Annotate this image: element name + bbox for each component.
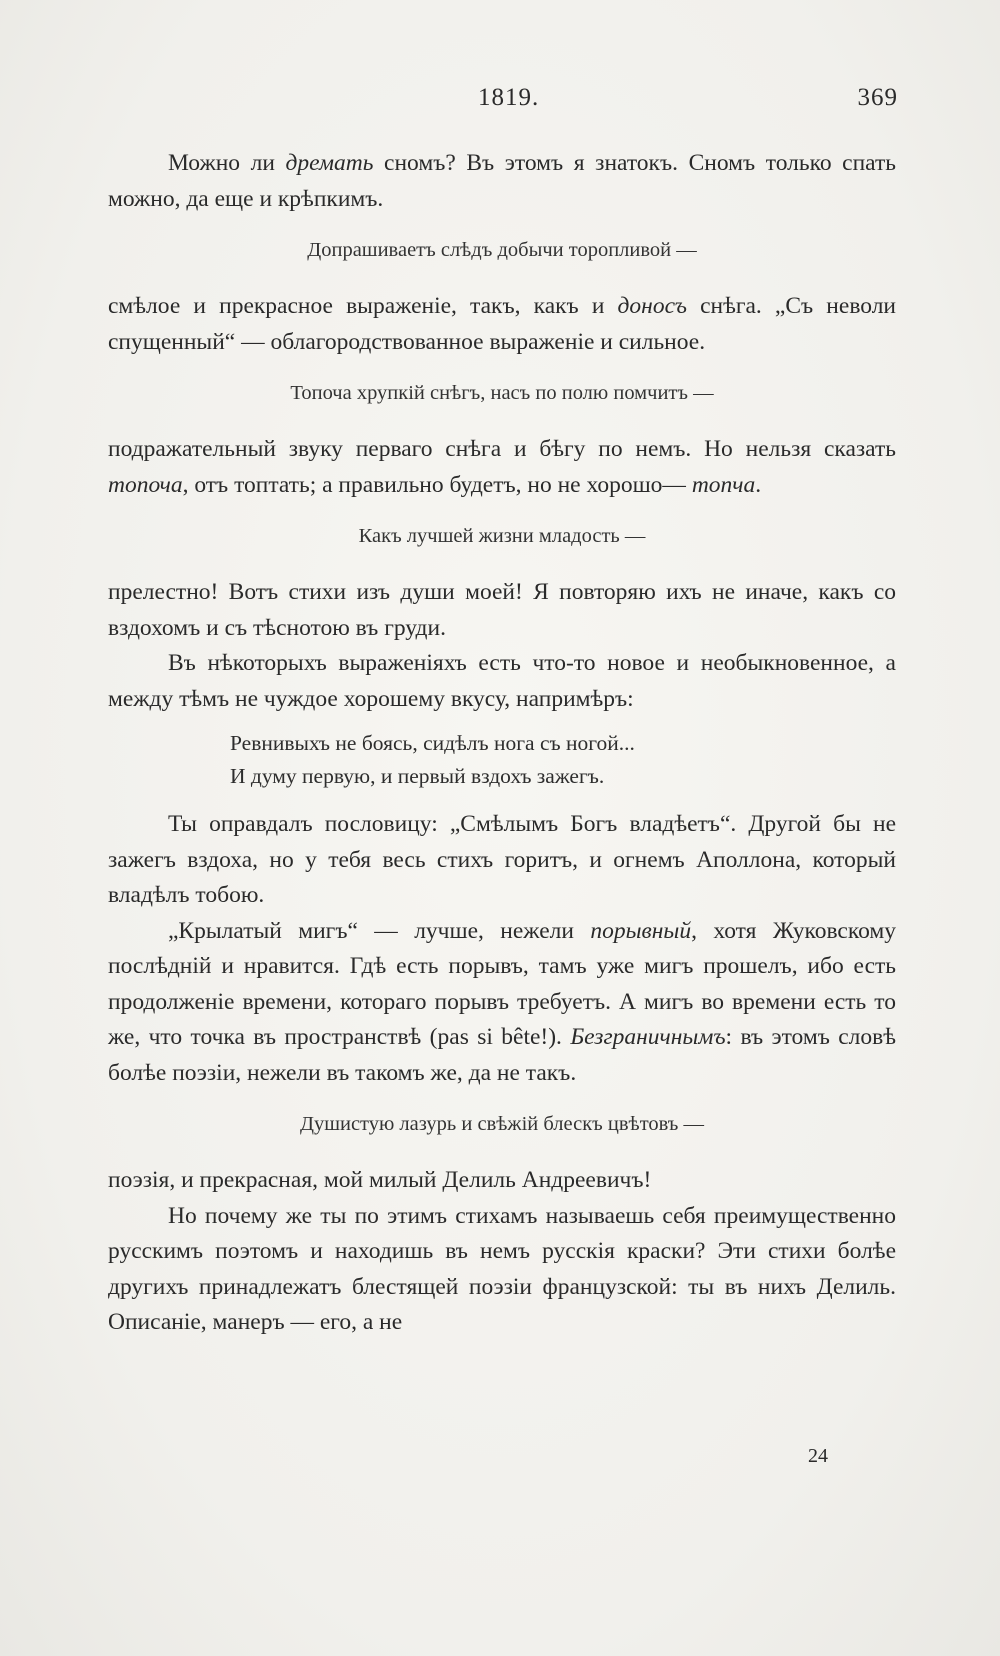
italic-text: дремать xyxy=(285,150,374,176)
paragraph xyxy=(108,807,896,914)
running-header xyxy=(108,84,898,118)
paragraph xyxy=(108,646,896,717)
verse-quote: Какъ лучшей жизни младость — xyxy=(358,525,646,547)
signature-mark: 24 xyxy=(808,1445,828,1467)
text-run: прелестно! Вотъ стихи изъ души моей! Я повторяю ихъ не иначе, какъ со вздохомъ и съ тѣснотою въ груди. xyxy=(108,579,896,641)
text-run: „Крылатый мигъ“ — лучше, нежели xyxy=(168,917,591,944)
page-number: 369 xyxy=(857,84,898,111)
paragraph xyxy=(108,914,896,1092)
verse-quote: Допрашиваетъ слѣдъ добычи торопливой — xyxy=(307,239,697,261)
text-run: . xyxy=(755,471,762,498)
paragraph xyxy=(108,146,896,217)
paragraph xyxy=(108,1199,896,1341)
text-run: Въ нѣкоторыхъ выраженіяхъ есть что-то новое и необыкновенное, а между тѣмъ не чуждое хорошему вкусу, напримѣръ: xyxy=(108,650,896,712)
italic-text: доносъ xyxy=(617,293,687,319)
paragraph xyxy=(108,432,896,503)
verse-quote: Душистую лазурь и свѣжій блескъ цвѣтовъ — xyxy=(299,1113,705,1135)
paragraph xyxy=(108,289,896,360)
text-run: , отъ топтать; а правильно будетъ, но не хорошо— xyxy=(182,471,692,498)
text-run: смѣлое и прекрасное выраженіе, такъ, какъ и xyxy=(108,293,618,319)
text-run: : въ этомъ словѣ болѣе поэзіи, нежели въ такомъ же, да не такъ. xyxy=(108,1024,896,1086)
verse-block xyxy=(230,727,896,793)
paragraph xyxy=(108,575,896,646)
text-run: Но почему же ты по этимъ стихамъ называешь себя преимущественно русскимъ поэтомъ и находишь въ немъ русскія краски? Эти стихи болѣе другихъ принадлежатъ блестящей поэзіи французской: ты въ нихъ Делиль. Описаніе, манеръ — его, а не xyxy=(108,1202,896,1335)
text-run: поэзія, и прекрасная, мой милый Делиль Андреевичъ! xyxy=(108,1167,652,1193)
italic-text: Безграничнымъ xyxy=(570,1024,726,1050)
header-year: 1819. xyxy=(478,84,540,111)
body-text xyxy=(108,146,896,1341)
text-run: сномъ? Въ этомъ я знатокъ. Сномъ только спать можно, да еще и крѣпкимъ. xyxy=(108,150,896,212)
verse-line: Ревнивыхъ не боясь, сидѣлъ нога съ ногой... xyxy=(230,731,635,755)
text-run: Можно ли xyxy=(168,150,286,176)
text-run: Ты оправдалъ пословицу: „Смѣлымъ Богъ владѣетъ“. Другой бы не зажегъ вздоха, но у тебя весь стихъ горитъ, и огнемъ Аполлона, который владѣлъ тобою. xyxy=(108,811,896,908)
text-run: снѣга. „Съ неволи спущенный“ — облагородствованное выраженіе и сильное. xyxy=(108,293,896,355)
text-run: подражательный звуку перваго снѣга и бѣгу по немъ. Но нельзя сказать xyxy=(108,436,896,462)
verse-quote: Топоча хрупкій снѣгъ, насъ по полю помчитъ — xyxy=(290,382,714,404)
italic-text: топоча xyxy=(108,471,183,498)
paragraph xyxy=(108,1163,896,1199)
italic-text: топча xyxy=(691,471,756,498)
text-run: , хотя Жуковскому послѣдній и нравится. Гдѣ есть порывъ, тамъ уже мигъ прошелъ, ибо есть продолженіе времени, котораго порывъ требуетъ. А мигъ во времени есть то же, что точка въ пространствѣ (pas si bête!). xyxy=(108,917,896,1050)
italic-text: порывный xyxy=(590,917,692,944)
verse-line: И думу первую, и первый вздохъ зажегъ. xyxy=(230,764,605,788)
